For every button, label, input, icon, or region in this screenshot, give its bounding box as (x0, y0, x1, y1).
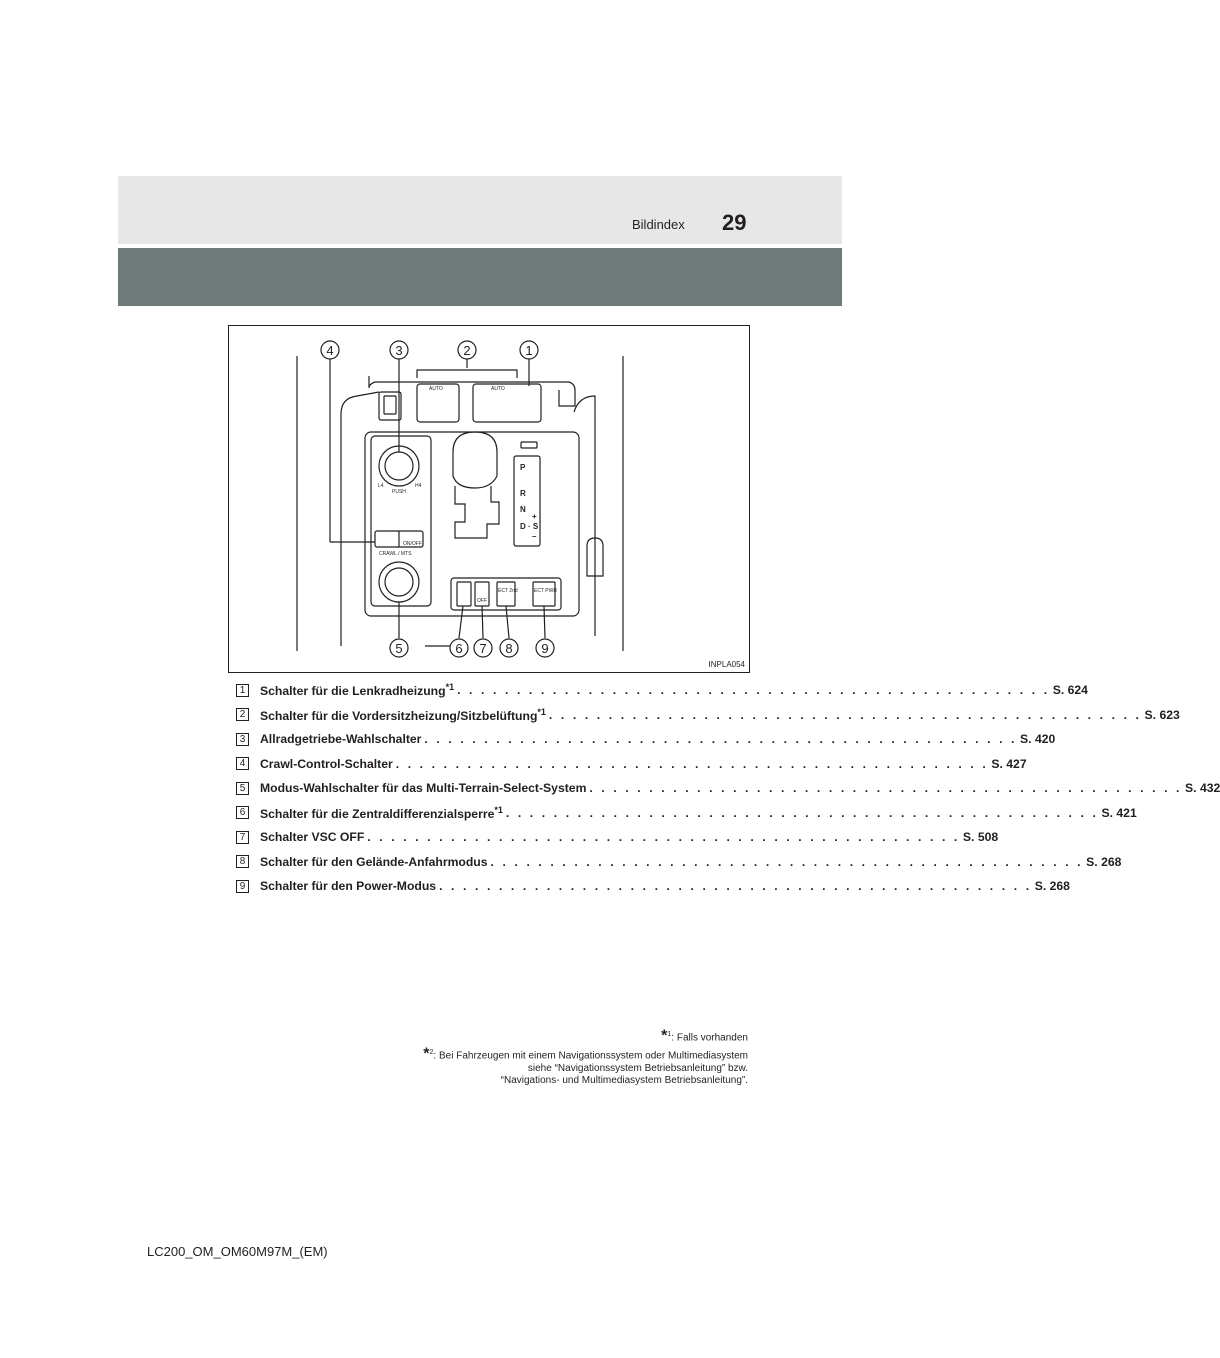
panel-auto-right: AUTO (491, 386, 505, 392)
footnote-2-line-2: siehe “Navigationssystem Betriebsanleitung” bzw. (527, 1062, 748, 1074)
item-list (236, 678, 1220, 899)
gear-n: N (520, 505, 526, 514)
gear-plus: + (532, 512, 537, 521)
list-item (236, 703, 1180, 728)
leader-dots: . . . . . . . . . . . . . . . . . . . . . . . . . . . . . . . . . . . . . . . . . . . . . . . . . . (439, 879, 1032, 894)
center-console-figure (228, 325, 750, 673)
callout-4-label: 4 (326, 343, 334, 358)
item-label: Schalter für den Gelände-Anfahrmodus (260, 854, 488, 869)
item-label: Crawl-Control-Schalter (260, 756, 393, 771)
leader-dots: . . . . . . . . . . . . . . . . . . . . . . . . . . . . . . . . . . . . . . . . . . . . . . . . . . (367, 830, 960, 845)
panel-push: PUSH (392, 489, 406, 495)
panel-ect2nd: ECT 2nd (498, 588, 518, 594)
item-label: Schalter für die Zentraldifferenzialsperre$^{*1}$ (260, 804, 503, 821)
panel-auto-left: AUTO (429, 386, 443, 392)
list-item (236, 678, 1088, 703)
panel-onoff: ON/OFF (403, 541, 422, 547)
item-page-ref[interactable]: S. 624 (1052, 683, 1088, 698)
panel-ectpwr: ECT PWR (534, 588, 557, 594)
item-label: Schalter VSC OFF (260, 830, 365, 845)
item-number: 1 (236, 684, 249, 697)
gear-p: P (520, 463, 526, 472)
header-dark-bar (118, 248, 842, 306)
leader-dots: . . . . . . . . . . . . . . . . . . . . . . . . . . . . . . . . . . . . . . . . . . . . . . . . . . (548, 707, 1142, 722)
callout-3-label: 3 (395, 343, 403, 358)
leader-dots: . . . . . . . . . . . . . . . . . . . . . . . . . . . . . . . . . . . . . . . . . . . . . . . . . . (505, 805, 1099, 820)
item-number: 9 (236, 880, 249, 893)
gear-r: R (520, 489, 526, 498)
console-illustration (229, 326, 751, 674)
item-number: 5 (236, 782, 249, 795)
gear-minus: – (532, 532, 537, 541)
leader-dots: . . . . . . . . . . . . . . . . . . . . . . . . . . . . . . . . . . . . . . . . . . . . . . . . . . (490, 854, 1084, 869)
callout-5-label: 5 (395, 641, 403, 656)
item-page-ref[interactable]: S. 432 (1185, 781, 1220, 796)
panel-h4: H4 (415, 483, 422, 489)
document-code: LC200_OM_OM60M97M_(EM) (147, 1244, 328, 1259)
callout-8-label: 8 (505, 641, 513, 656)
item-number: 6 (236, 806, 249, 819)
item-number: 3 (236, 733, 249, 746)
item-label: Schalter für die Vordersitzheizung/Sitzbelüftung$^{*1}$ (260, 706, 546, 723)
page-number: 29 (722, 210, 747, 235)
item-label: Modus-Wahlschalter für das Multi-Terrain-Select-System (260, 781, 587, 796)
list-item (236, 776, 1220, 801)
leader-dots: . . . . . . . . . . . . . . . . . . . . . . . . . . . . . . . . . . . . . . . . . . . . . . . . . . (589, 781, 1183, 796)
panel-l4: L4 (378, 483, 384, 489)
list-item (236, 727, 1056, 752)
footnote-2: *$^2$: Bei Fahrzeugen mit einem Navigationssystem oder Multimediasystem (423, 1045, 748, 1063)
item-number: 7 (236, 831, 249, 844)
callout-7-label: 7 (479, 641, 487, 656)
item-label: Schalter für die Lenkradheizung$^{*1}$ (260, 682, 455, 699)
list-item (236, 752, 1027, 777)
list-item (236, 801, 1137, 826)
leader-dots: . . . . . . . . . . . . . . . . . . . . . . . . . . . . . . . . . . . . . . . . . . . . . . . . . . (395, 756, 989, 771)
item-page-ref[interactable]: S. 508 (962, 830, 999, 845)
callout-2-label: 2 (463, 343, 471, 358)
item-number: 8 (236, 855, 249, 868)
leader-dots: . . . . . . . . . . . . . . . . . . . . . . . . . . . . . . . . . . . . . . . . . . . . . . . . . . (457, 683, 1050, 698)
footnote-1: *$^1$: Falls vorhanden (661, 1027, 748, 1045)
item-page-ref[interactable]: S. 427 (991, 756, 1027, 771)
section-title: Bildindex (632, 217, 685, 232)
list-item (236, 850, 1122, 875)
item-label: Allradgetriebe-Wahlschalter (260, 732, 422, 747)
item-page-ref[interactable]: S. 420 (1020, 732, 1056, 747)
item-page-ref[interactable]: S. 268 (1034, 879, 1070, 894)
item-number: 4 (236, 757, 249, 770)
list-item (236, 825, 999, 850)
item-page-ref[interactable]: S. 268 (1086, 854, 1122, 869)
figure-code: INPLA054 (708, 660, 745, 669)
list-item (236, 874, 1070, 899)
callout-1-label: 1 (525, 343, 533, 358)
footnotes (328, 1029, 748, 1088)
item-page-ref[interactable]: S. 421 (1101, 805, 1137, 820)
leader-dots: . . . . . . . . . . . . . . . . . . . . . . . . . . . . . . . . . . . . . . . . . . . . . . . . . . (424, 732, 1018, 747)
footnote-2-line-3: “Navigations- und Multimediasystem Betriebsanleitung”. (500, 1075, 748, 1087)
panel-off: OFF (477, 598, 487, 604)
callout-6-label: 6 (455, 641, 463, 656)
item-page-ref[interactable]: S. 623 (1144, 707, 1180, 722)
gear-ds: D · S (520, 522, 539, 531)
callout-9-label: 9 (541, 641, 549, 656)
item-number: 2 (236, 708, 249, 721)
item-label: Schalter für den Power-Modus (260, 879, 437, 894)
panel-crawl: CRAWL / MTS (379, 551, 412, 557)
